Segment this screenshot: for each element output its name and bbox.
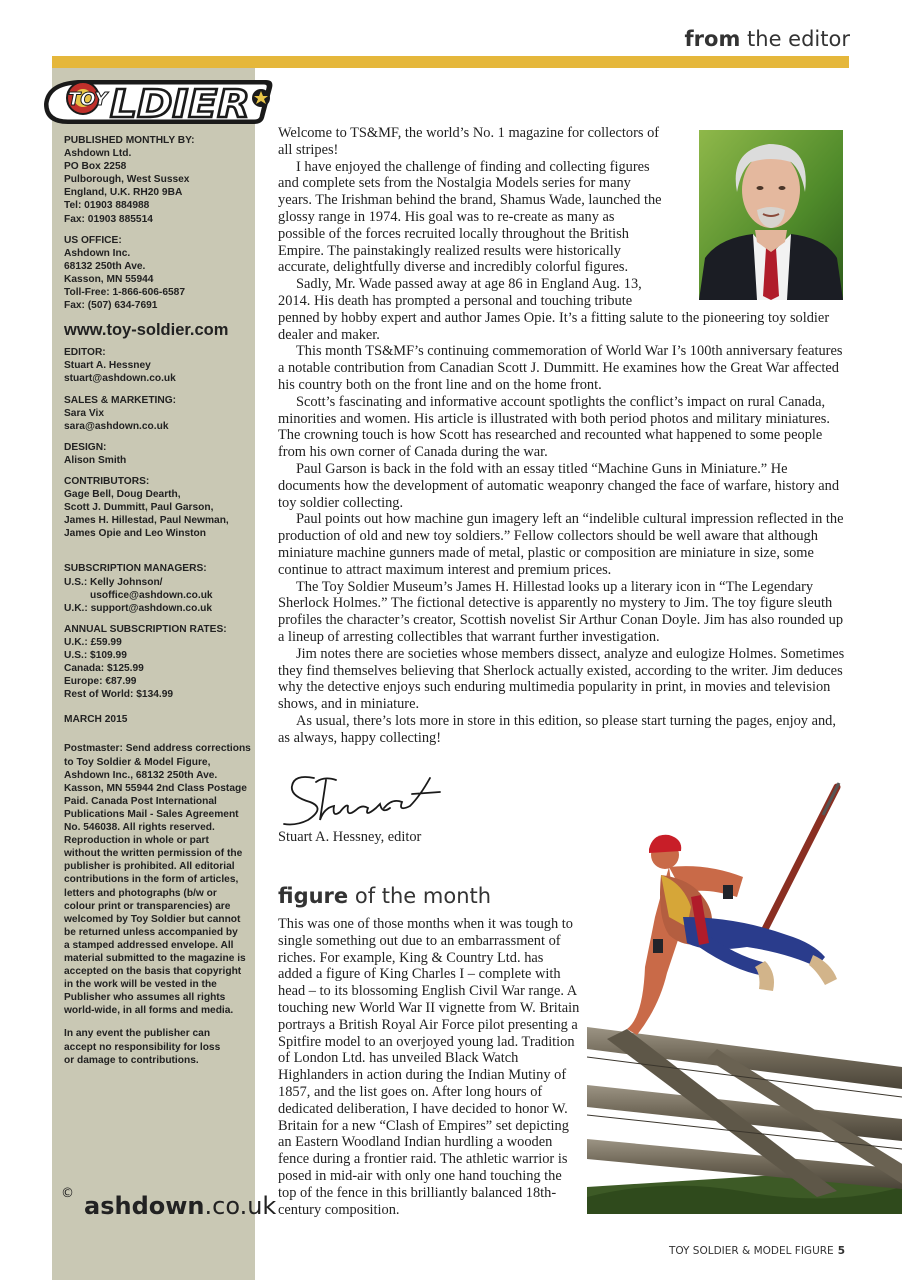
postmaster-line: be returned unless accompanied by <box>64 926 238 938</box>
sales-name: Sara Vix <box>64 407 105 419</box>
us-office-line: Toll-Free: 1-866-606-6587 <box>64 287 185 299</box>
ashdown-logo <box>60 1186 277 1222</box>
contributors-line: James H. Hillestad, Paul Newman, <box>64 515 229 527</box>
postmaster-line: publisher is prohibited. All editorial <box>64 861 235 873</box>
rate-line: Rest of World: $134.99 <box>64 689 174 701</box>
publisher-line: Pulborough, West Sussex <box>64 174 190 186</box>
svg-text:TOY: TOY <box>68 89 108 110</box>
postmaster-block <box>64 742 254 1017</box>
rate-line: U.S.: $109.99 <box>64 650 127 661</box>
editorial-paragraph: Paul points out how machine gun imagery left an “indelible cultural impression reflected in the production of old and new toy soldiers.” Fellow collectors should be well aware that although miniature machine gunners made of metal, plastic or composition are miniature in size, some continue to attract maximum interest and premium prices. <box>278 511 844 578</box>
sales-block <box>64 394 254 433</box>
editorial-paragraph: This month TS&MF’s continuing commemoration of World War I’s 100th anniversary features a notable contribution from Canadian Scott J. Dummitt. He examines how the Great War affected his country both on the front line and on the home front. <box>278 343 843 393</box>
us-office-line: Ashdown Inc. <box>64 247 131 259</box>
contributors-line: James Opie and Leo Winston <box>64 528 206 540</box>
postmaster-line: Publications Mail - Sales Agreement <box>64 808 239 820</box>
postmaster-line: Reproduction in whole or part <box>64 835 209 847</box>
postmaster-line: accepted on the basis that copyright <box>64 966 242 978</box>
spacer <box>64 548 254 562</box>
editorial-paragraph: The Toy Soldier Museum’s James H. Hillestad looks up a literary icon in “The Legendary Sherlock Holmes.” The fictional detective is apparently no mystery to Jim. The toy figure sleuth profiles the character’s creator, Scottish novelist Sir Arthur Conan Doyle. Jim has also rounded up a lineup of arresting collectibles that warrant further investigation. <box>278 578 844 645</box>
website-link[interactable]: www.toy-soldier.com <box>64 321 229 340</box>
editorial-paragraph: Jim notes there are societies whose members dissect, analyze and eulogize Holmes. Sometimes they find themselves believing that Sherlock actually existed, according to the writer. Jim deduces why the detective enjoys such enduring multimedia popularity in print, in movies and television shows, and in miniature. <box>278 645 845 713</box>
figure-photo <box>587 767 902 1214</box>
subscription-heading: SUBSCRIPTION MANAGERS: <box>64 563 207 575</box>
ashdown-wordmark <box>84 1192 276 1220</box>
liability-line: or damage to contributions. <box>64 1054 199 1066</box>
publisher-line: PO Box 2258 <box>64 161 127 173</box>
contributors-heading: CONTRIBUTORS: <box>64 475 150 487</box>
us-office-line: 68132 250th Ave. <box>64 260 146 272</box>
rate-line: Europe: €87.99 <box>64 676 137 688</box>
postmaster-line: to Toy Soldier & Model Figure, <box>64 756 211 768</box>
editorial-paragraph: As usual, there’s lots more in store in this edition, so please start turning the pages, enjoy and, as always, happy collecting! <box>278 712 836 746</box>
postmaster-line: letters and photographs (b/w or <box>64 887 217 899</box>
rates-block <box>64 623 254 702</box>
contributors-line: Scott J. Dummitt, Paul Garson, <box>64 502 214 514</box>
postmaster-line: contributions in the form of articles, <box>64 874 239 886</box>
rate-line: U.K.: £59.99 <box>64 636 122 648</box>
postmaster-line: material submitted to the magazine is <box>64 952 246 964</box>
editorial-paragraph: Scott’s fascinating and informative account spotlights the conflict’s impact on rural Canada, minorities and women. His article is illustrated with both period photos and military miniatures. The crowning touch is how Scott has researched and recounted what happened to some people from his own corner of Canada during the war. <box>278 393 830 461</box>
postmaster-line: without the written permission of the <box>64 848 243 860</box>
rate-line: Canada: $125.99 <box>64 663 144 675</box>
subscription-uk: U.K.: support@ashdown.co.uk <box>64 602 213 614</box>
magazine-name: TOY SOLDIER & MODEL FIGURE <box>668 1245 834 1257</box>
publisher-heading: PUBLISHED MONTHLY BY: <box>64 135 195 146</box>
postmaster-line: world-wide, in all forms and media. <box>64 1005 234 1017</box>
liability-line: accept no responsibility for loss <box>64 1041 221 1053</box>
issue-date: MARCH 2015 <box>64 714 128 726</box>
figure-of-month-body: This was one of those months when it was tough to single something out due to an embarrassment of riches. For example, King & Country Ltd. has added a figure of King Charles I – complete with head – to its blossoming English Civil War range. A touching new World War II vignette from W. Britain portrays a British Royal Air Force pilot presenting a Spitfire model to an overjoyed young lad. Tradition of London Ltd. has unveiled Black Watch Highlanders in action during the Indian Mutiny of 1857, and the list goes on. After long hours of dedicated deliberation, I have decided to honor W. Britain for a new “Clash of Empires” set depicting an Eastern Woodland Indian hurdling a wooden fence during a frontier raid. The athletic warrior is posed in mid-air with only one hand touching the top of the fence in this brilliantly balanced 18th-century composition. <box>278 916 580 1218</box>
postmaster-line: welcomed by Toy Soldier but cannot <box>64 913 241 925</box>
postmaster-line: in the work will be vested in the <box>64 979 217 991</box>
us-office-heading: US OFFICE: <box>64 234 122 246</box>
editorial-paragraph: Sadly, Mr. Wade passed away at age 86 in England Aug. 13, 2014. His death has prompted a personal and touching tribute <box>278 276 642 309</box>
toy-soldier-logo <box>38 74 278 130</box>
editor-signature <box>280 768 450 834</box>
rates-heading: ANNUAL SUBSCRIPTION RATES: <box>64 623 227 635</box>
ashdown-bold: ashdown <box>84 1192 205 1220</box>
editorial-paragraph: Paul Garson is back in the fold with an essay titled “Machine Guns in Miniature.” He documents how the development of automatic weaponry changed the face of warfare, history and toy soldier collecting. <box>278 460 840 511</box>
publisher-line: Fax: 01903 885514 <box>64 213 153 225</box>
editorial-paragraph: I have enjoyed the challenge of finding and collecting figures and complete sets from the Nostalgia Models series for many years. The Irishman behind the brand, Shamus Wade, launched the glossy range in 1974. His goal was to re-create as many as possible of the forces recruited locally throughout the British Empire. The painstakingly realized results were historically accurate, delightfully diverse and incredibly colorful figures. <box>278 158 662 276</box>
section-header <box>685 27 850 51</box>
postmaster-line: Publisher who assumes all rights <box>64 992 226 1004</box>
postmaster-line: Ashdown Inc., 68132 250th Ave. <box>64 769 218 781</box>
postmaster-line: No. 546038. All rights reserved. <box>64 822 215 834</box>
contributors-line: Gage Bell, Doug Dearth, <box>64 489 181 501</box>
svg-text:LDIER: LDIER <box>110 82 250 126</box>
figure-heading-rest: of the month <box>354 884 492 908</box>
masthead-text <box>64 134 254 1075</box>
publisher-line: Tel: 01903 884988 <box>64 200 150 212</box>
postmaster-line: Kasson, MN 55944 2nd Class Postage <box>64 782 247 794</box>
subscription-block <box>64 562 254 614</box>
postmaster-line: colour print or transparencies) are <box>64 900 231 912</box>
design-block <box>64 441 254 467</box>
subscription-us: U.S.: Kelly Johnson/ <box>64 576 163 588</box>
section-header-bold: from <box>684 27 741 51</box>
publisher-line: England, U.K. RH20 9BA <box>64 187 183 199</box>
editor-heading: EDITOR: <box>64 347 106 359</box>
section-header-rest: the editor <box>747 27 850 51</box>
header-rule <box>52 56 849 68</box>
publisher-line: Ashdown Ltd. <box>64 148 132 160</box>
page-number: 5 <box>837 1245 845 1257</box>
postmaster-line: Postmaster: Send address corrections <box>64 743 251 755</box>
design-name: Alison Smith <box>64 454 127 466</box>
editor-name: Stuart A. Hessney <box>64 360 151 372</box>
liability-line: In any event the publisher can <box>64 1028 211 1040</box>
editor-block <box>64 346 254 385</box>
us-office-line: Fax: (507) 634-7691 <box>64 300 158 312</box>
publisher-block <box>64 134 254 226</box>
contributors-block <box>64 475 254 540</box>
us-office-line: Kasson, MN 55944 <box>64 273 154 285</box>
figure-of-month-heading <box>278 884 491 908</box>
postmaster-line: a stamped addressed envelope. All <box>64 939 234 951</box>
design-heading: DESIGN: <box>64 441 107 453</box>
copyright-symbol: © <box>61 1186 74 1201</box>
page-footer <box>669 1245 845 1257</box>
signature-caption: Stuart A. Hessney, editor <box>278 829 422 845</box>
sales-heading: SALES & MARKETING: <box>64 394 177 406</box>
figure-heading-bold: figure <box>278 884 349 908</box>
ashdown-domain: .co.uk <box>204 1192 277 1220</box>
editor-email[interactable]: stuart@ashdown.co.uk <box>64 373 176 385</box>
subscription-us-email[interactable]: usoffice@ashdown.co.uk <box>90 589 213 601</box>
sales-email[interactable]: sara@ashdown.co.uk <box>64 420 169 432</box>
editorial-body <box>278 125 848 746</box>
postmaster-line: Paid. Canada Post International <box>64 795 217 807</box>
editorial-paragraph: Welcome to TS&MF, the world’s No. 1 magazine for collectors of all stripes! <box>278 125 660 158</box>
editorial-paragraph-continued: penned by hobby expert and author James Opie. It’s a fitting salute to the pioneering toy soldier dealer and maker. <box>278 309 830 343</box>
us-office-block <box>64 234 254 313</box>
liability-block <box>64 1027 254 1066</box>
